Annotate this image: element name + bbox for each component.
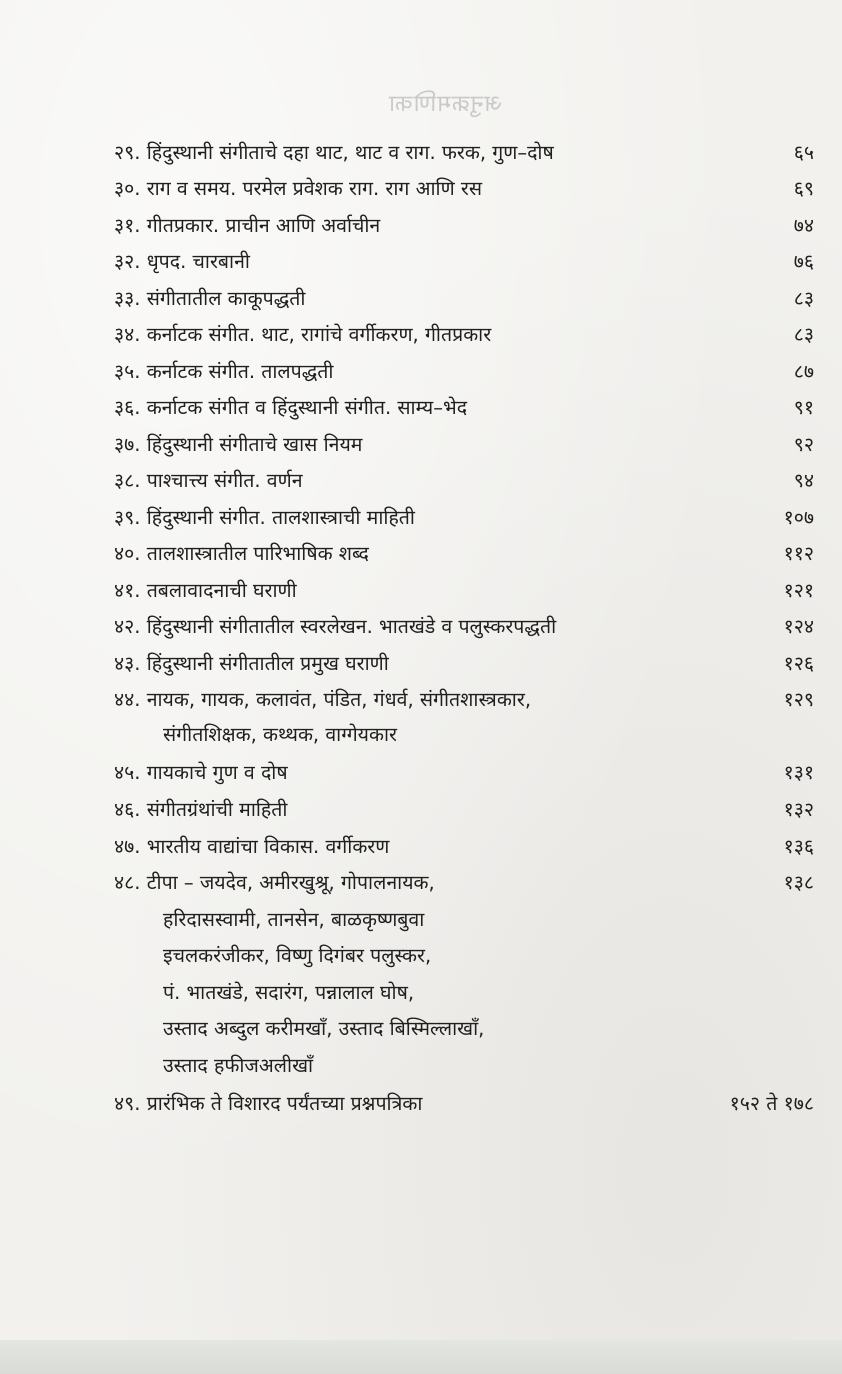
entry-title-continuation: उस्ताद अब्दुल करीमखाँ, उस्ताद बिस्मिल्लाखाँ, (163, 1017, 485, 1040)
entry-number: ४२. (114, 615, 141, 638)
entry-page: १२१ (783, 579, 814, 602)
entry-title: संगीतग्रंथांची माहिती (146, 798, 288, 821)
entry-title-continuation: उस्ताद हफीजअलीखाँ (163, 1054, 314, 1077)
entry-number: ३६. (114, 396, 141, 419)
entry-title: हिंदुस्थानी संगीतातील प्रमुख घराणी (146, 652, 389, 675)
toc-entry (114, 136, 814, 170)
entry-page: ६५ (793, 141, 814, 164)
entry-page: १२९ (783, 688, 814, 711)
entry-title: हिंदुस्थानी संगीताचे दहा थाट, थाट व राग. फरक, गुण–दोष (146, 141, 554, 164)
entry-number: ३१. (114, 214, 141, 237)
entry-title-continuation: इचलकरंजीकर, विष्णु दिगंबर पलुस्कर, (163, 944, 432, 967)
entry-title: हिंदुस्थानी संगीत. तालशास्त्राची माहिती (146, 506, 415, 529)
entry-title: पाश्चात्त्य संगीत. वर्णन (146, 469, 303, 492)
entry-title: संगीतातील काकूपद्धती (146, 287, 306, 310)
toc-entry (114, 647, 814, 681)
entry-title: गीतप्रकार. प्राचीन आणि अर्वाचीन (146, 214, 381, 237)
toc-entry (114, 464, 814, 498)
entry-page: १२४ (783, 615, 814, 638)
entry-number: ४०. (114, 542, 141, 565)
show-through-header: अनुक्रमणिका (388, 91, 502, 117)
entry-number: ४४. (114, 688, 141, 711)
entry-title: नायक, गायक, कलावंत, पंडित, गंधर्व, संगीतशास्त्रकार, (146, 688, 532, 711)
toc-entry (114, 866, 814, 900)
entry-title: धृपद. चारबानी (146, 250, 250, 273)
entry-page: ९२ (793, 433, 814, 456)
toc-entry (114, 1087, 814, 1121)
entry-number: ३७. (114, 433, 141, 456)
entry-page: १३१ (783, 761, 814, 784)
entry-number: ३०. (114, 177, 141, 200)
entry-title: कर्नाटक संगीत. थाट, रागांचे वर्गीकरण, गीतप्रकार (146, 323, 492, 346)
toc-entry (114, 391, 814, 425)
entry-number: ४५. (114, 761, 141, 784)
entry-page: १३२ (783, 798, 814, 821)
entry-title-continuation: हरिदासस्वामी, तानसेन, बाळकृष्णबुवा (163, 908, 425, 931)
entry-number: ४३. (114, 652, 141, 675)
entry-title: कर्नाटक संगीत व हिंदुस्थानी संगीत. साम्य–भेद (146, 396, 468, 419)
toc-entry (114, 428, 814, 462)
toc-entry (114, 793, 814, 827)
entry-title: गायकाचे गुण व दोष (146, 761, 288, 784)
entry-page: ९४ (793, 469, 814, 492)
entry-page: १५२ ते १७८ (729, 1092, 814, 1115)
entry-number: ४१. (114, 579, 141, 602)
entry-title: तालशास्त्रातील पारिभाषिक शब्द (146, 542, 369, 565)
entry-number: ३४. (114, 323, 141, 346)
entry-title: प्रारंभिक ते विशारद पर्यंतच्या प्रश्नपत्रिका (146, 1092, 423, 1115)
toc-entry (114, 537, 814, 571)
entry-number: ३८. (114, 469, 141, 492)
entry-number: ४७. (114, 835, 141, 858)
entry-title: राग व समय. परमेल प्रवेशक राग. राग आणि रस (146, 177, 483, 200)
entry-page: ८३ (793, 323, 814, 346)
entry-page: १२६ (783, 652, 814, 675)
entry-number: ४९. (114, 1092, 141, 1115)
entry-number: ३३. (114, 287, 141, 310)
entry-page: ९१ (793, 396, 814, 419)
entry-page: ८७ (793, 360, 814, 383)
page-bottom-edge (0, 1340, 842, 1374)
entry-page: १०७ (783, 506, 814, 529)
entry-number: ३५. (114, 360, 141, 383)
toc-entry (114, 355, 814, 389)
entry-title-continuation: पं. भातखंडे, सदारंग, पन्नालाल घोष, (163, 981, 415, 1004)
entry-title: हिंदुस्थानी संगीताचे खास नियम (146, 433, 363, 456)
toc-entry (114, 209, 814, 243)
toc-entry (114, 501, 814, 535)
entry-number: ३९. (114, 506, 141, 529)
entry-number: ४८. (114, 871, 141, 894)
entry-title: हिंदुस्थानी संगीतातील स्वरलेखन. भातखंडे व पलुस्करपद्धती (146, 615, 557, 638)
entry-page: ७६ (793, 250, 814, 273)
toc-entry (114, 282, 814, 316)
entry-page: ११२ (783, 542, 814, 565)
entry-title-continuation: संगीतशिक्षक, कथ्थक, वाग्गेयकार (163, 723, 397, 746)
toc-entry (114, 245, 814, 279)
toc-entry (114, 610, 814, 644)
entry-title: तबलावादनाची घराणी (146, 579, 297, 602)
toc-entry (114, 574, 814, 608)
entry-number: ३२. (114, 250, 141, 273)
entry-page: ६९ (793, 177, 814, 200)
entry-page: १३६ (783, 835, 814, 858)
entry-page: ७४ (793, 214, 814, 237)
toc-entry (114, 172, 814, 206)
entry-title: भारतीय वाद्यांचा विकास. वर्गीकरण (146, 835, 390, 858)
toc-entry (114, 683, 814, 717)
toc-entry (114, 318, 814, 352)
toc-entry (114, 756, 814, 790)
toc-entry (114, 830, 814, 864)
entry-title: कर्नाटक संगीत. तालपद्धती (146, 360, 334, 383)
entry-title: टीपा – जयदेव, अमीरखुश्रू, गोपालनायक, (146, 871, 435, 894)
entry-number: ४६. (114, 798, 141, 821)
entry-number: २९. (114, 141, 141, 164)
entry-page: १३८ (783, 871, 814, 894)
entry-page: ८३ (793, 287, 814, 310)
